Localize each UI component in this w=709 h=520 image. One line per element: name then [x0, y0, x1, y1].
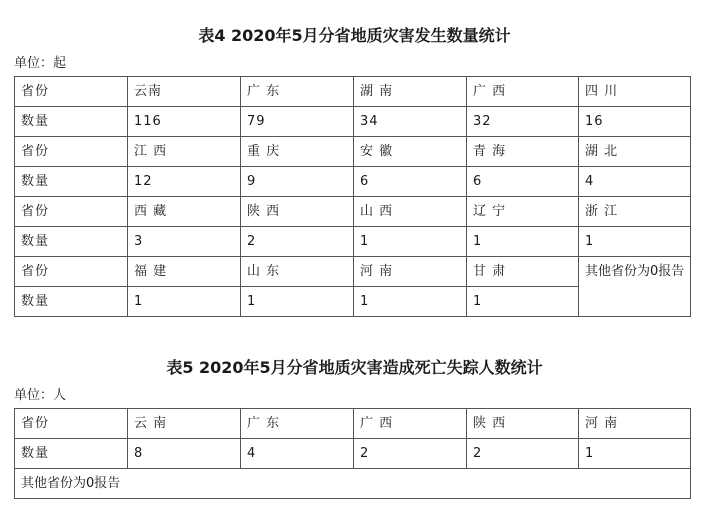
- table-cell: 四 川: [579, 77, 691, 107]
- table-cell: 79: [241, 107, 354, 137]
- table-cell: 省份: [15, 137, 128, 167]
- table-cell: 1: [579, 227, 691, 257]
- table-cell: 山 东: [241, 257, 354, 287]
- table-cell: 6: [467, 167, 579, 197]
- table-cell: 省份: [15, 409, 128, 439]
- table-row: [15, 257, 691, 287]
- table-cell: 河 南: [579, 409, 691, 439]
- table-cell: 4: [579, 167, 691, 197]
- table-cell: 广 西: [354, 409, 467, 439]
- table-row: [15, 137, 691, 167]
- table4-unit: 单位：起: [14, 56, 67, 71]
- table-cell: 省份: [15, 257, 128, 287]
- table-cell: 34: [354, 107, 467, 137]
- table-cell: 广 西: [467, 77, 579, 107]
- table-cell: 3: [128, 227, 241, 257]
- table-cell: 湖 北: [579, 137, 691, 167]
- table4-title: 表4 2020年5月分省地质灾害发生数量统计: [198, 26, 511, 45]
- table5-title: 表5 2020年5月分省地质灾害造成死亡失踪人数统计: [166, 358, 543, 377]
- table-cell: 青 海: [467, 137, 579, 167]
- table-cell: 辽 宁: [467, 197, 579, 227]
- table-cell: 1: [354, 287, 467, 317]
- table-row: [15, 167, 691, 197]
- table-cell: 陕 西: [241, 197, 354, 227]
- table4-note: 其他省份为0报告: [579, 257, 691, 317]
- table-cell: 浙 江: [579, 197, 691, 227]
- table-cell: 4: [241, 439, 354, 469]
- table-row: [15, 409, 691, 439]
- table-cell: 河 南: [354, 257, 467, 287]
- table-cell: 重 庆: [241, 137, 354, 167]
- table-cell: 数量: [15, 287, 128, 317]
- table-cell: 西 藏: [128, 197, 241, 227]
- table5: [14, 408, 691, 499]
- table-cell: 甘 肃: [467, 257, 579, 287]
- table-row: [15, 77, 691, 107]
- table-cell: 1: [467, 287, 579, 317]
- table-cell: 广 东: [241, 409, 354, 439]
- table-cell: 1: [467, 227, 579, 257]
- table-cell: 1: [354, 227, 467, 257]
- table-row: [15, 197, 691, 227]
- table-cell: 116: [128, 107, 241, 137]
- table-cell: 数量: [15, 227, 128, 257]
- table-cell: 数量: [15, 167, 128, 197]
- table-cell: 2: [354, 439, 467, 469]
- table-cell: 云南: [128, 77, 241, 107]
- table-cell: 2: [467, 439, 579, 469]
- table-row: [15, 227, 691, 257]
- table-cell: 32: [467, 107, 579, 137]
- table-row: [15, 107, 691, 137]
- table-cell: 1: [579, 439, 691, 469]
- table-cell: 1: [128, 287, 241, 317]
- table-cell: 数量: [15, 439, 128, 469]
- table-cell: 2: [241, 227, 354, 257]
- table-cell: 陕 西: [467, 409, 579, 439]
- table-cell: 省份: [15, 77, 128, 107]
- table5-unit: 单位：人: [14, 388, 67, 403]
- table-cell: 安 徽: [354, 137, 467, 167]
- table-cell: 福 建: [128, 257, 241, 287]
- table-cell: 1: [241, 287, 354, 317]
- table-cell: 湖 南: [354, 77, 467, 107]
- table5-note: 其他省份为0报告: [15, 469, 691, 499]
- table4: [14, 76, 691, 317]
- table-cell: 广 东: [241, 77, 354, 107]
- table-cell: 数量: [15, 107, 128, 137]
- table-cell: 6: [354, 167, 467, 197]
- table-row: [15, 469, 691, 499]
- table-cell: 16: [579, 107, 691, 137]
- table-cell: 8: [128, 439, 241, 469]
- table-row: [15, 439, 691, 469]
- table-cell: 云 南: [128, 409, 241, 439]
- table-cell: 山 西: [354, 197, 467, 227]
- table-cell: 12: [128, 167, 241, 197]
- table-cell: 江 西: [128, 137, 241, 167]
- table-cell: 省份: [15, 197, 128, 227]
- table-cell: 9: [241, 167, 354, 197]
